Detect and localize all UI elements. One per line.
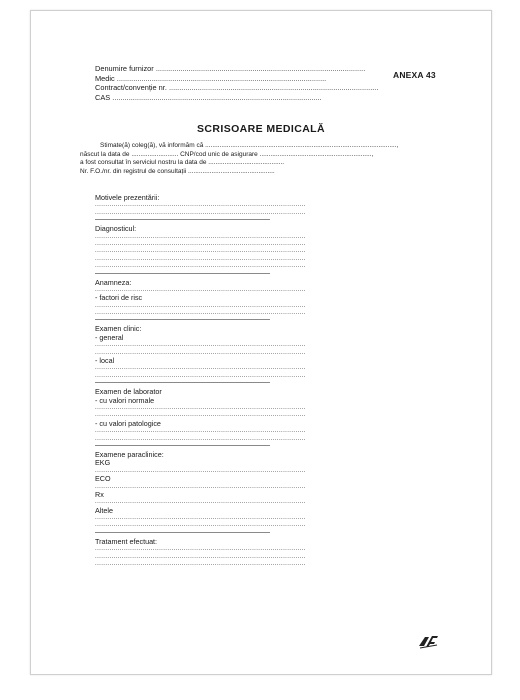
section-divider (95, 445, 270, 446)
dotted-line[interactable]: ...................................................................................................... (95, 561, 306, 568)
supplier-row-medic (95, 74, 329, 84)
intro-line: Nr. F.O./nr. din registrul de consultații ................................................ (80, 168, 275, 176)
intro-line: Stimate(ă) coleg(ă), vă informăm că .........................................................................................................., (100, 142, 399, 149)
dotted-line[interactable]: ...................................................................................................... (95, 522, 306, 529)
intro-paragraph (80, 142, 490, 177)
section-label: Examen clinic: (95, 324, 142, 334)
intro-line: născut la data de .......................... CNP/cod unic de asigurare .............................................................., (80, 150, 374, 158)
dotted-field: ...................................................................................................... (155, 64, 366, 73)
dotted-line[interactable]: ...................................................................................................... (95, 553, 306, 560)
section-divider (95, 273, 270, 274)
supplier-row-cas (95, 93, 329, 103)
supplier-block (95, 64, 379, 102)
dotted-line[interactable]: ...................................................................................................... (95, 209, 306, 216)
supplier-label: Contract/convenție nr. (95, 83, 167, 93)
dotted-line[interactable]: ...................................................................................................... (95, 202, 306, 209)
dotted-line[interactable]: ...................................................................................................... (95, 499, 306, 506)
dotted-line[interactable]: ...................................................................................................... (95, 412, 306, 419)
dotted-line[interactable]: ...................................................................................................... (95, 263, 306, 270)
dotted-line[interactable]: ...................................................................................................... (95, 248, 306, 255)
section-label: Motivele prezentării: (95, 193, 160, 202)
section-label: - cu valori patologice (95, 418, 161, 428)
supplier-label: Medic (95, 73, 115, 83)
form-page (30, 10, 492, 675)
supplier-label: Denumire furnizor (95, 64, 154, 73)
section-label: Diagnosticul: (95, 224, 137, 234)
dotted-field: ...................................................................................................... (168, 83, 379, 93)
section-divider (95, 382, 270, 383)
dotted-line[interactable]: ...................................................................................................... (95, 435, 306, 442)
form-sections (95, 193, 306, 568)
dotted-line[interactable]: ...................................................................................................... (95, 342, 306, 349)
dotted-field: ...................................................................................................... (112, 92, 322, 102)
dotted-line[interactable]: ...................................................................................................... (95, 428, 306, 435)
section-label: - cu valori normale (95, 395, 155, 405)
section-label: Anamneza: (95, 277, 132, 287)
dotted-line[interactable]: ...................................................................................................... (95, 365, 306, 372)
supplier-row-contract (95, 83, 379, 93)
section-label: Altele (95, 505, 113, 515)
annex-label: ANEXA 43 (393, 70, 436, 80)
dotted-line[interactable]: ...................................................................................................... (95, 302, 306, 309)
section-divider (95, 532, 270, 533)
document-title: SCRISOARE MEDICALĂ (197, 123, 325, 135)
supplier-row-denumire (95, 64, 366, 74)
section-label: Tratament efectuat: (95, 536, 158, 546)
publisher-logo-icon (417, 633, 441, 649)
supplier-label: CAS (95, 92, 111, 102)
section-label: Examen de laborator (95, 387, 162, 397)
dotted-line[interactable]: ...................................................................................................... (95, 546, 306, 553)
section-label: Rx (95, 489, 104, 499)
dotted-line[interactable]: ...................................................................................................... (95, 515, 306, 522)
section-divider (95, 219, 270, 220)
dotted-field: ...................................................................................................... (116, 73, 327, 83)
intro-line: a fost consultat în serviciul nostru la data de .......................................... (80, 159, 285, 167)
dotted-line[interactable]: ...................................................................................................... (95, 467, 306, 474)
section-label: - general (95, 332, 124, 342)
dotted-line[interactable]: ...................................................................................................... (95, 240, 306, 247)
section-label: Examene paraclinice: (95, 449, 164, 459)
dotted-line[interactable]: ...................................................................................................... (95, 483, 306, 490)
dotted-line[interactable]: ...................................................................................................... (95, 310, 306, 317)
dotted-line[interactable]: ...................................................................................................... (95, 255, 306, 262)
section-divider (95, 319, 270, 320)
dotted-line[interactable]: ...................................................................................................... (95, 372, 306, 379)
dotted-line[interactable]: ...................................................................................................... (95, 349, 306, 356)
dotted-line[interactable]: ...................................................................................................... (95, 286, 306, 293)
dotted-line[interactable]: ...................................................................................................... (95, 233, 306, 240)
dotted-line[interactable]: ...................................................................................................... (95, 404, 306, 411)
section-label: - factori de risc (95, 293, 143, 303)
section-label: - local (95, 356, 115, 366)
section-label: ECO (95, 474, 111, 484)
section-label: EKG (95, 458, 111, 468)
